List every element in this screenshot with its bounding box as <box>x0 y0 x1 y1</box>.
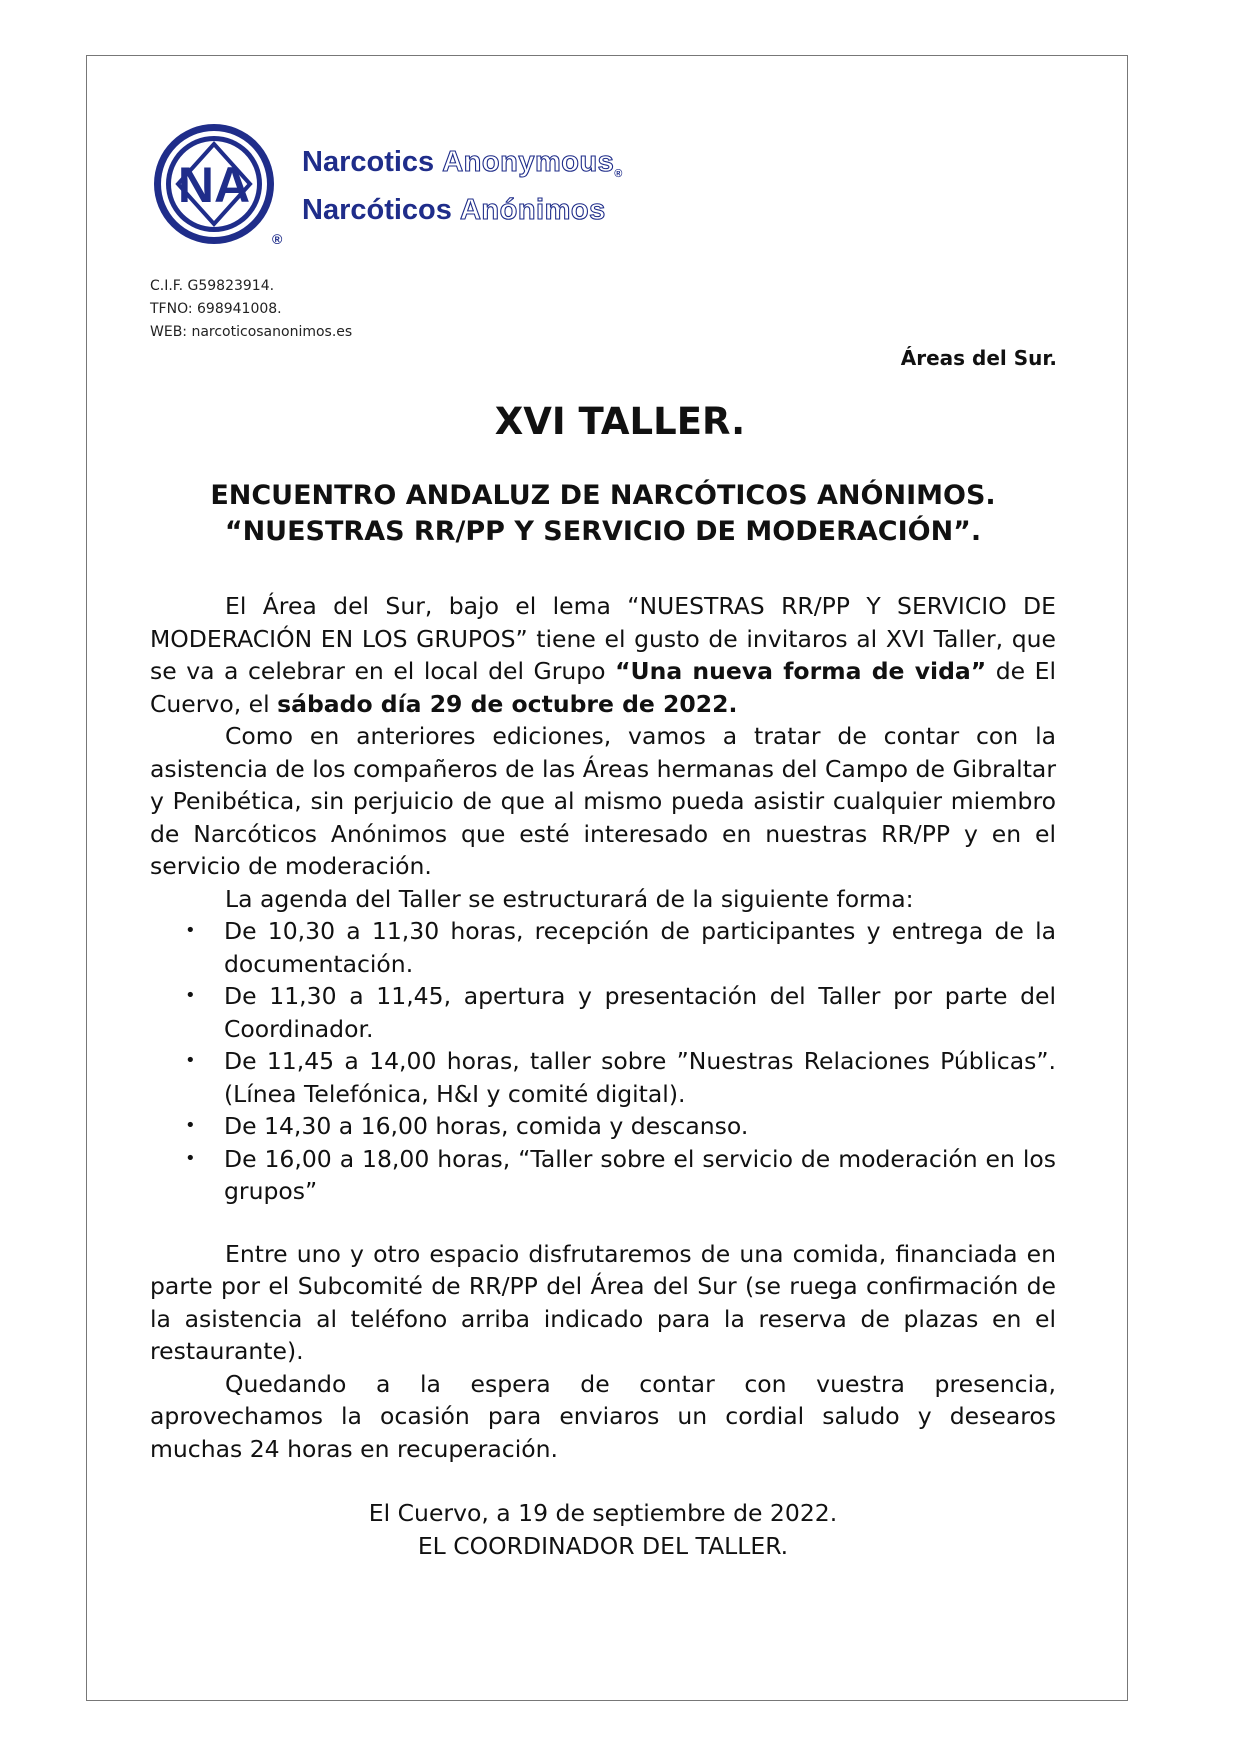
logo-word-narcoticos: Narcóticos <box>302 194 452 226</box>
document-title: XVI TALLER. <box>494 400 746 443</box>
logo-word-anonymous: Anonymous <box>442 146 615 178</box>
logo-registered-mark: ® <box>272 231 283 247</box>
agenda-item <box>150 915 1056 980</box>
logo-word-anonimos: Anónimos <box>459 194 606 226</box>
logo-wordmark-registered: ® <box>614 168 623 180</box>
web-line: WEB: narcoticosanonimos.es <box>150 324 353 340</box>
bullet-icon: • <box>185 1050 196 1071</box>
agenda-item <box>150 1143 1056 1208</box>
logo-wordmark <box>302 144 622 228</box>
paragraph-agenda-intro: La agenda del Taller se estructurará de la siguiente forma: <box>225 884 914 913</box>
spacer <box>150 1208 1056 1238</box>
event-date: sábado día 29 de octubre de 2022. <box>277 689 738 718</box>
area-label: Áreas del Sur. <box>900 346 1057 370</box>
paragraph-attendance: Como en anteriores ediciones, vamos a tratar de contar con la asistencia de los compañeros de las Áreas hermanas del Campo de Gibraltar y Penibética, sin perjuicio de que al mismo pueda asistir cualquier miembro de Narcóticos Anónimos que esté interesado en nuestras RR/PP y en el servicio de moderación. <box>150 722 1056 880</box>
signer: EL COORDINADOR DEL TALLER. <box>417 1532 789 1560</box>
agenda-item-text: De 14,30 a 16,00 horas, comida y descanso. <box>224 1112 749 1140</box>
place-date: El Cuervo, a 19 de septiembre de 2022. <box>368 1499 838 1527</box>
na-logo <box>150 122 710 252</box>
signature-block <box>150 1497 1056 1563</box>
agenda-item-text: De 11,30 a 11,45, apertura y presentación del Taller por parte del Coordinador. <box>224 982 1056 1043</box>
bullet-icon: • <box>185 1147 196 1169</box>
agenda-item <box>150 1110 1056 1143</box>
agenda-item <box>150 980 1056 1045</box>
subtitle-line-2: “NUESTRAS RR/PP Y SERVICIO DE MODERACIÓN”. <box>224 516 982 547</box>
bullet-icon: • <box>185 1115 196 1136</box>
subtitle-line-1: ENCUENTRO ANDALUZ DE NARCÓTICOS ANÓNIMOS. <box>210 480 996 511</box>
group-name: “Una nueva forma de vida” <box>615 657 987 685</box>
invitation-text-1: El Área del Sur, bajo el lema “NUESTRAS RR/PP Y SERVICIO DE MODERACIÓN EN LOS GRUPOS” tiene el gusto de invitaros al XVI Taller, que se va a celebrar en el local del Grupo <box>150 592 1056 685</box>
phone-line: TFNO: 698941008. <box>150 301 282 317</box>
logo-letters: NA <box>177 157 251 213</box>
agenda-list <box>150 915 1056 1208</box>
paragraph-invitation <box>150 590 1056 720</box>
logo-word-narcotics: Narcotics <box>302 146 435 178</box>
cif-line: C.I.F. G59823914. <box>150 278 275 294</box>
contact-block <box>150 275 352 344</box>
document-subtitle <box>150 478 1056 550</box>
letter-body <box>150 590 1056 1465</box>
bullet-icon: • <box>185 920 196 941</box>
paragraph-meal: Entre uno y otro espacio disfrutaremos de una comida, financiada en parte por el Subcomité de RR/PP del Área del Sur (se ruega confirmación de la asistencia al teléfono arriba indicado para la reserva de plazas en el restaurante). <box>150 1239 1056 1365</box>
agenda-item-text: De 16,00 a 18,00 horas, “Taller sobre el servicio de moderación en los grupos” <box>224 1144 1056 1205</box>
agenda-item-text: De 10,30 a 11,30 horas, recepción de participantes y entrega de la documentación. <box>224 917 1056 978</box>
agenda-item <box>150 1045 1056 1110</box>
paragraph-closing: Quedando a la espera de contar con vuestra presencia, aprovechamos la ocasión para enviaros un cordial saludo y desearos muchas 24 horas en recuperación. <box>150 1369 1056 1463</box>
na-emblem-icon <box>150 122 292 252</box>
agenda-item-text: De 11,45 a 14,00 horas, taller sobre ”Nuestras Relaciones Públicas”. (Línea Telefónica, H&I y comité digital). <box>224 1047 1056 1108</box>
invitation-text-2: de El Cuervo, el <box>150 657 1056 718</box>
bullet-icon: • <box>185 985 196 1006</box>
